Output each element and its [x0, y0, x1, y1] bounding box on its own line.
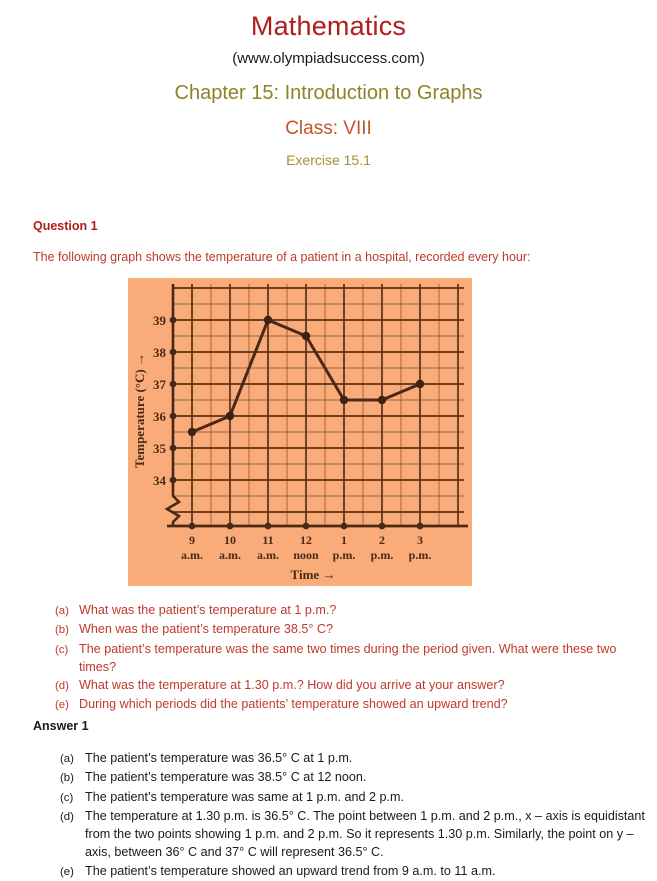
- data-point-10am: [226, 412, 234, 420]
- x-tick-label-12noon-bottom: noon: [293, 548, 319, 562]
- question-item-a-marker: (a): [55, 605, 69, 617]
- question-item-d-text: What was the temperature at 1.30 p.m.? How did you arrive at your answer?: [79, 678, 505, 693]
- data-point-2pm: [378, 396, 386, 404]
- page-title: Mathematics: [250, 11, 407, 41]
- answer-item-c: [60, 788, 652, 807]
- x-tick-label-11am-top: 11: [262, 533, 274, 547]
- y-tick-label-34: 34: [153, 473, 166, 488]
- answer-item-d-marker: (d): [60, 810, 74, 823]
- question-item-d: [55, 676, 650, 695]
- question-item-a: [55, 601, 650, 620]
- question-item-c-text: The patient’s temperature was the same two times during the period given. What were these two times?: [79, 641, 617, 674]
- x-tick-label-10am-top: 10: [224, 533, 236, 547]
- question-item-e-marker: (e): [55, 699, 69, 712]
- document-header: [0, 0, 657, 170]
- answer-item-b: [60, 768, 652, 787]
- x-tick-label-9am-bottom: a.m.: [181, 548, 203, 562]
- answer-item-e-text: The patient’s temperature showed an upward trend from 9 a.m. to 11 a.m.: [85, 863, 496, 878]
- x-tick-label-11am-bottom: a.m.: [257, 548, 279, 562]
- answer-item-a-text: The patient’s temperature was 36.5° C at 1 p.m.: [85, 751, 353, 765]
- y-tick-label-39: 39: [153, 313, 166, 328]
- answer-item-e: [60, 862, 652, 881]
- x-tick-label-2pm-bottom: p.m.: [370, 548, 394, 562]
- x-tick-label-12noon-top: 12: [300, 533, 312, 547]
- x-tick-label-10am-bottom: a.m.: [219, 548, 241, 562]
- temperature-line-graph-figure: [128, 278, 472, 586]
- answer-item-c-marker: (c): [60, 791, 74, 804]
- question-item-e: [55, 695, 650, 714]
- y-tick-label-37: 37: [153, 377, 166, 392]
- question-item-a-text: What was the patient’s temperature at 1 p.m.?: [79, 603, 337, 617]
- question-intro-text: The following graph shows the temperature of a patient in a hospital, recorded every hour:: [33, 250, 531, 264]
- question-subitems-list: [55, 601, 650, 715]
- answer-heading: Answer 1: [33, 719, 89, 733]
- answer-item-e-marker: (e): [60, 865, 74, 878]
- graph-svg: [128, 278, 472, 586]
- question-item-b-marker: (b): [55, 624, 69, 637]
- x-tick-label-1pm-top: 1: [341, 533, 347, 547]
- x-tick-label-1pm-bottom: p.m.: [332, 548, 356, 562]
- x-tick-label-2pm-top: 2: [379, 533, 385, 547]
- data-point-12noon: [302, 332, 310, 340]
- answer-item-a-marker: (a): [60, 753, 74, 765]
- question-item-c-marker: (c): [55, 643, 69, 656]
- x-axis-title: Time →: [290, 567, 336, 582]
- site-url-subtitle: (www.olympiadsuccess.com): [232, 50, 425, 67]
- answer-item-b-text: The patient’s temperature was 38.5° C at 12 noon.: [85, 770, 367, 785]
- question-item-d-marker: (d): [55, 680, 69, 693]
- data-point-11am: [264, 316, 272, 324]
- answer-subitems-list: [60, 749, 652, 881]
- answer-item-d: [60, 807, 652, 862]
- question-heading: Question 1: [33, 219, 98, 233]
- y-tick-label-36: 36: [153, 409, 166, 424]
- x-tick-label-3pm-top: 3: [417, 533, 423, 547]
- answer-item-d-text: The temperature at 1.30 p.m. is 36.5° C. The point between 1 p.m. and 2 p.m., x – axis is equidistant from the two points showing 1 p.m. and 2 p.m. So it represents 1.30 p.m. Similarly, the point on y –axis, between 36° C and 37° C will represent 36.5° C.: [85, 808, 645, 860]
- answer-item-b-marker: (b): [60, 772, 74, 785]
- y-tick-label-35: 35: [153, 441, 166, 456]
- answer-item-c-text: The patient’s temperature was same at 1 p.m. and 2 p.m.: [85, 789, 404, 804]
- class-heading: Class: VIII: [285, 118, 372, 139]
- data-point-3pm: [416, 380, 424, 388]
- data-point-1pm: [340, 396, 348, 404]
- exercise-heading: Exercise 15.1: [286, 152, 371, 168]
- question-item-b-text: When was the patient’s temperature 38.5° C?: [79, 622, 334, 637]
- answer-item-a: [60, 749, 652, 768]
- x-tick-label-3pm-bottom: p.m.: [408, 548, 432, 562]
- y-axis-title: Temperature (°C) →: [132, 353, 147, 468]
- x-tick-label-9am-top: 9: [189, 533, 195, 547]
- question-item-b: [55, 620, 650, 639]
- data-point-9am: [188, 428, 196, 436]
- question-item-e-text: During which periods did the patients’ temperature showed an upward trend?: [79, 697, 508, 712]
- question-item-c: [55, 640, 650, 677]
- chapter-heading: Chapter 15: Introduction to Graphs: [174, 82, 483, 104]
- y-tick-label-38: 38: [153, 345, 166, 360]
